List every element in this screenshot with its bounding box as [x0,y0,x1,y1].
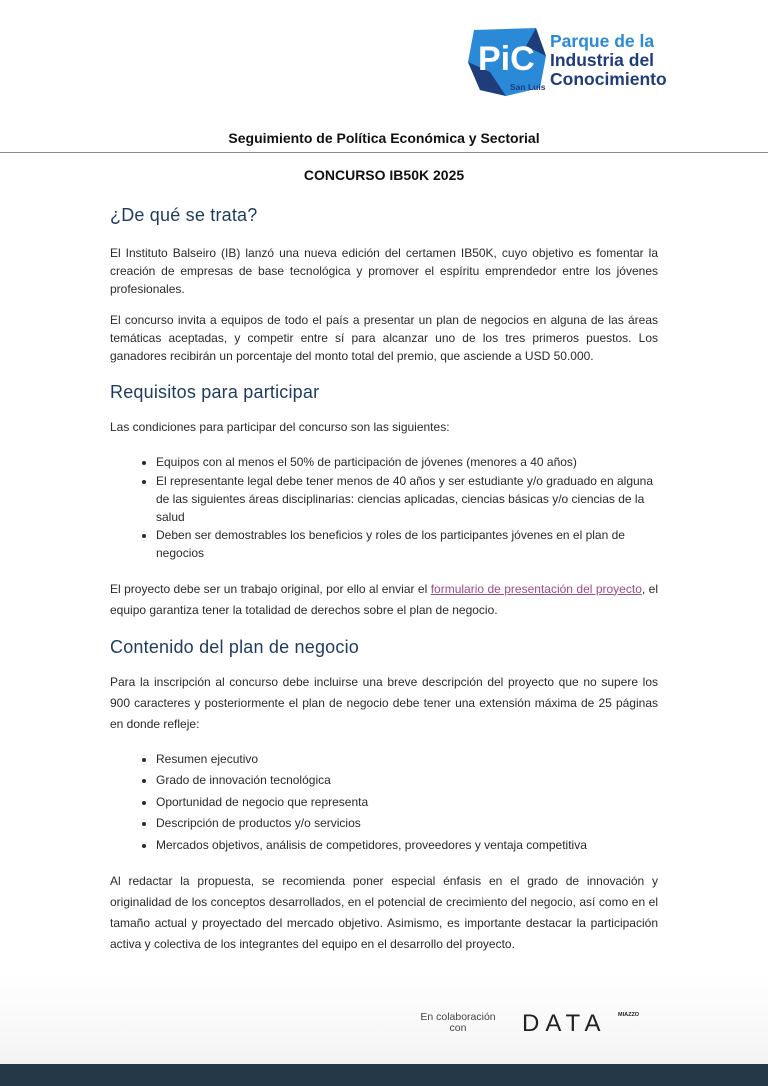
pic-logo-sub: San Luis [510,82,546,92]
section-what-paragraph-2: El concurso invita a equipos de todo el país a presentar un plan de negocios en alguna de las áreas temáticas aceptadas, y competir entre sí para alcanzar uno de los tres primeros puestos. Los ganadores recibirán un porcentaje del monto total del premio, que asciende a USD 50.000. [110,312,658,364]
pic-logo-wordmark [550,32,667,89]
logo-line-1: Parque de la [550,31,655,51]
content-closing: Al redactar la propuesta, se recomienda poner especial énfasis en el grado de innovación y originalidad de los conceptos desarrollados, en el potencial de crecimiento del negocio, así como en el tamaño actual y proyectado del mercado objetivo. Asimismo, es importante destacar la participación activa y colectiva de los integrantes del equipo en el desarrollo del proyecto. [110,874,658,952]
collaboration-line-1: En colaboración [420,1011,496,1023]
content-intro: Para la inscripción al concurso debe incluirse una breve descripción del proyecto que no supere los 900 caracteres y posteriormente el plan de negocio debe tener una extensión máxima de 25 páginas en donde refleje: [110,674,658,731]
document-header-title: Seguimiento de Política Económica y Sectorial [228,130,540,146]
collaboration-label [408,1012,508,1034]
data-logo-sup: MIAZZO [618,1012,640,1018]
contest-title: CONCURSO IB50K 2025 [303,167,465,183]
pic-logo-mark-icon [466,26,548,98]
bottom-bar [0,1064,768,1086]
requirements-closing-before: El proyecto debe ser un trabajo original, por ello al enviar el [110,581,431,596]
header-divider [0,152,768,153]
list-item: • Deben ser demostrables los beneficios y roles de los participantes jóvenes en el plan de negocios [156,526,658,562]
list-item: • El representante legal debe tener menos de 40 años y ser estudiante y/o graduado en alguna de las siguientes áreas disciplinarias: ciencias aplicadas, ciencias básicas y/o ciencias de la salud [156,472,658,527]
logo-line-2: Industria del [550,50,655,70]
list-item: • Mercados objetivos, análisis de competidores, proveedores y ventaja competitiva [156,835,658,857]
pic-logo-letters: PiC [478,40,535,78]
presentation-form-link[interactable]: formulario de presentación del proyecto [430,581,642,596]
section-heading-content: Contenido del plan de negocio [110,636,359,657]
data-logo-word: DATA [522,1010,607,1036]
footer-band [0,975,768,1065]
list-item: • Resumen ejecutivo [156,749,658,771]
section-heading-requirements: Requisitos para participar [110,382,320,403]
requirements-closing-after: , el equipo garantiza tener la totalidad de derechos sobre el plan de negocio. [110,581,658,617]
main-content [110,205,658,955]
section-what-paragraph-1: El Instituto Balseiro (IB) lanzó una nueva edición del certamen IB50K, cuyo objetivo es fomentar la creación de empresas de base tecnológica y promover el espíritu emprendedor entre los jóvenes profesionales. [110,246,658,297]
collaboration-line-2: con [449,1022,467,1034]
list-item: • Oportunidad de negocio que representa [156,792,658,814]
content-list [110,749,658,857]
logo-line-3: Conocimiento [550,69,667,89]
requirements-closing [110,579,658,621]
list-item: • Equipos con al menos el 50% de participación de jóvenes (menores a 40 años) [156,453,658,471]
requirements-intro: Las condiciones para participar del concurso son las siguientes: [110,420,450,435]
section-heading-what: ¿De qué se trata? [110,205,258,225]
pic-logo [466,26,666,100]
data-miazzo-logo [522,1008,642,1036]
list-item: • Descripción de productos y/o servicios [156,813,658,835]
list-item: • Grado de innovación tecnológica [156,770,658,792]
requirements-list [110,453,658,562]
